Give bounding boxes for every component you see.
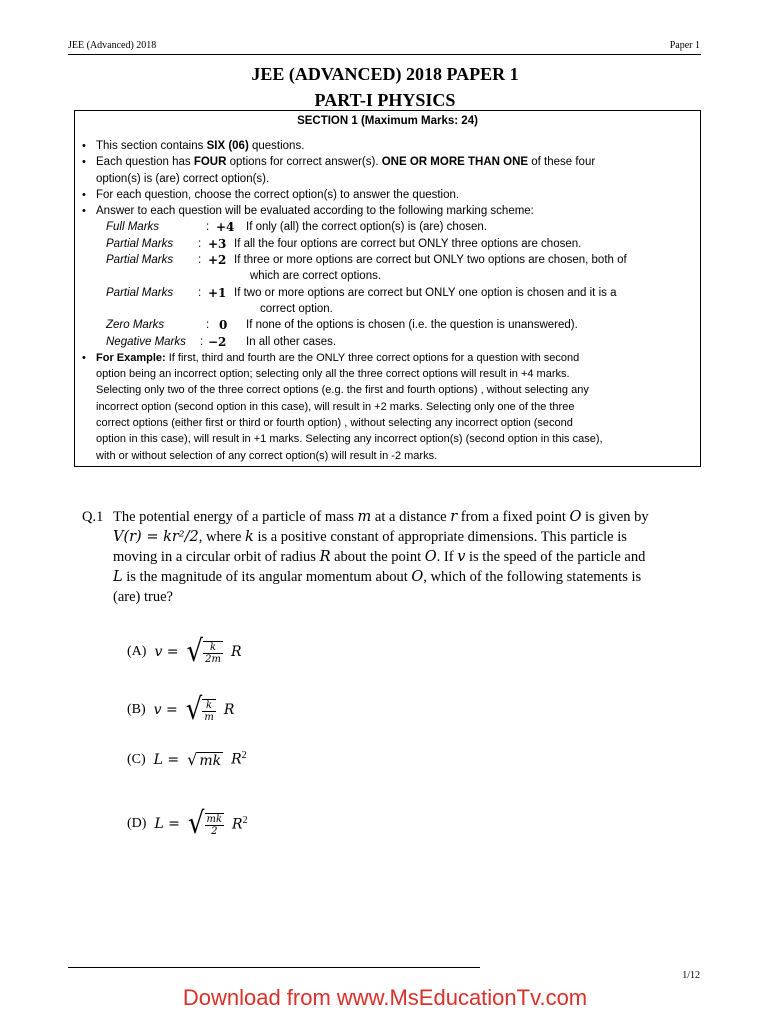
example-line: Selecting only two of the three correct options (e.g. the first and fourth options) , without selecting any — [96, 384, 589, 397]
var-v: v — [457, 549, 466, 565]
scheme-text-cont: correct option. — [260, 302, 333, 315]
question-line: (are) true? — [113, 589, 173, 605]
q-text: is a positive constant of appropriate dimensions. This particle is — [253, 529, 627, 545]
bullet-dot: • — [82, 140, 86, 152]
var-k: k — [245, 529, 254, 545]
denominator: 2m — [205, 654, 221, 665]
radical-sign: √ — [185, 692, 203, 728]
option-d[interactable] — [127, 806, 248, 842]
radical-sign: √ — [187, 750, 198, 769]
scheme-text-cont: which are correct options. — [250, 270, 382, 283]
scheme-label: Negative Marks — [106, 335, 186, 348]
option-tail-group — [232, 815, 248, 834]
denominator: 2 — [211, 826, 218, 837]
scheme-mark: 0 — [219, 318, 228, 333]
section-title: SECTION 1 (Maximum Marks: 24) — [297, 115, 478, 127]
denominator: m — [204, 712, 214, 723]
scheme-separator: : — [200, 335, 204, 348]
option-b[interactable] — [127, 692, 235, 728]
example-line: If first, third and fourth are the ONLY three correct options for a question with second — [165, 351, 580, 364]
bullet-2-text-mid: options for correct answer(s). — [226, 156, 382, 169]
scheme-mark: +2 — [208, 253, 227, 268]
bullet-2-text-end: of these four — [528, 156, 596, 169]
scheme-row — [82, 219, 692, 235]
scheme-label: Partial Marks — [106, 286, 174, 299]
page-subtitle: PART-I PHYSICS — [314, 90, 456, 110]
scheme-text: If three or more options are correct but ONLY two options are chosen, both of — [234, 254, 627, 267]
question-number: Q.1 — [82, 509, 104, 525]
option-tail: R — [231, 751, 242, 768]
q-text: is the speed of the particle and — [465, 549, 646, 565]
option-label: (C) — [127, 751, 146, 767]
radical-sign: √ — [187, 806, 205, 842]
option-label: (A) — [127, 644, 147, 659]
bullet-4 — [82, 203, 692, 219]
q-text: about the point — [330, 549, 425, 565]
header-paper-number: Paper 1 — [669, 40, 700, 51]
fraction — [205, 814, 225, 837]
instructions-list — [82, 138, 692, 464]
scheme-separator: : — [206, 221, 210, 234]
q-text: from a fixed point — [457, 509, 570, 525]
scheme-label: Full Marks — [106, 221, 160, 234]
radicand: mk — [199, 753, 222, 769]
question-line — [113, 567, 693, 587]
sqrt-symbol — [187, 806, 224, 842]
bullet-3-text: For each question, choose the correct option(s) to answer the question. — [96, 188, 460, 201]
bullet-1-text: This section contains — [96, 140, 207, 152]
option-lhs: L = — [154, 816, 180, 832]
scheme-separator: : — [206, 319, 210, 332]
option-lhs: v = — [153, 702, 178, 718]
example-line: option being an incorrect option; selecting only all the three correct options will result in +4 marks. — [96, 368, 570, 381]
scheme-row — [82, 285, 692, 318]
scheme-text: If none of the options is chosen (i.e. the question is unanswered). — [246, 319, 578, 332]
q-text: The potential energy of a particle of mass — [113, 509, 358, 525]
question-text — [113, 507, 693, 607]
scheme-mark: +3 — [208, 236, 227, 251]
scheme-label: Partial Marks — [106, 254, 174, 267]
numerator: k — [202, 700, 215, 712]
scheme-label: Partial Marks — [106, 237, 174, 250]
var-O: O — [569, 509, 582, 525]
page-title: JEE (ADVANCED) 2018 PAPER 1 — [251, 64, 519, 84]
fraction — [202, 700, 215, 723]
option-tail-group — [231, 750, 247, 769]
scheme-label: Zero Marks — [106, 319, 165, 332]
scheme-row — [82, 317, 692, 333]
var-m: m — [357, 509, 372, 525]
q-text: , which of the following statements is — [423, 569, 642, 585]
bullet-dot: • — [82, 351, 86, 364]
radical-sign: √ — [186, 634, 204, 670]
numerator: mk — [206, 814, 223, 825]
scheme-mark: −2 — [208, 334, 227, 349]
scheme-mark: +4 — [216, 220, 235, 235]
fraction — [203, 642, 223, 665]
scheme-separator: : — [198, 254, 202, 267]
option-label: (B) — [127, 702, 146, 717]
bullet-2-line-2: option(s) is (are) correct option(s). — [96, 172, 270, 185]
scheme-text: If two or more options are correct but ONLY one option is chosen and it is a — [234, 286, 617, 299]
bullet-2 — [82, 154, 692, 187]
numerator: k — [203, 642, 223, 654]
example-line: with or without selection of any correct option(s) will result in -2 marks. — [96, 449, 438, 462]
scheme-text: In all other cases. — [246, 335, 337, 348]
option-tail: R — [230, 644, 242, 660]
scheme-row — [82, 334, 692, 350]
page-number: 1/12 — [682, 970, 700, 981]
download-link[interactable]: Download from www.MsEducationTv.com — [182, 985, 588, 1010]
scheme-mark: +1 — [208, 285, 227, 300]
potential-formula: V(r) = kr²/2 — [113, 529, 199, 545]
scheme-separator: : — [198, 286, 202, 299]
bullet-2-bold-four: FOUR — [193, 156, 227, 169]
scheme-row — [82, 236, 692, 252]
q-text: moving in a circular orbit of radius — [113, 549, 320, 565]
sqrt-symbol — [186, 634, 223, 670]
sqrt-symbol — [187, 750, 223, 769]
example-line: option in this case), will result in +1 marks. Selecting any incorrect option(s) (second option in this case), — [96, 433, 603, 446]
q-text: . If — [436, 549, 458, 565]
bullet-4-text: Answer to each question will be evaluated according to the following marking scheme: — [96, 205, 534, 218]
var-r: r — [450, 509, 458, 525]
var-O: O — [424, 549, 437, 565]
q-text: is the magnitude of its angular momentum about — [122, 569, 412, 585]
question-line — [113, 547, 693, 567]
bullet-1-bold: SIX (06) — [206, 140, 249, 152]
option-tail: R — [223, 702, 235, 718]
scheme-row — [82, 252, 692, 285]
bullet-example — [82, 350, 692, 464]
var-O: O — [411, 569, 424, 585]
bullet-dot: • — [82, 188, 86, 201]
example-line: incorrect option (second option in this case), will result in +2 marks. Selecting only one of the three — [96, 400, 575, 413]
option-lhs: L = — [153, 751, 180, 768]
scheme-text: If all the four options are correct but ONLY three options are chosen. — [234, 237, 582, 250]
footer-divider — [68, 967, 480, 968]
example-line: correct options (either first or third or fourth option) , without selecting any incorrect option (second — [96, 417, 573, 430]
bullet-1 — [82, 138, 692, 154]
bullet-1-text-end: questions. — [248, 140, 305, 152]
option-a[interactable] — [127, 634, 242, 670]
scheme-text: If only (all) the correct option(s) is (are) chosen. — [246, 221, 487, 234]
example-label: For Example: — [96, 351, 166, 364]
question-line — [113, 527, 693, 547]
header-divider — [68, 54, 701, 55]
exponent: 2 — [241, 750, 247, 762]
marking-scheme — [82, 219, 692, 349]
header-exam-name: JEE (Advanced) 2018 — [68, 40, 157, 51]
option-tail: R — [232, 816, 243, 833]
sqrt-symbol — [185, 692, 216, 728]
bullet-3 — [82, 187, 692, 203]
q-text: , where — [198, 529, 246, 545]
bullet-2-text: Each question has — [96, 156, 194, 169]
question-line — [113, 507, 693, 527]
option-label: (D) — [127, 816, 147, 831]
bullet-2-bold-one-or-more: ONE OR MORE THAN ONE — [381, 156, 529, 169]
q-text: is given by — [581, 509, 649, 525]
bullet-dot: • — [82, 156, 86, 169]
scheme-separator: : — [198, 237, 202, 250]
q-text: at a distance — [371, 509, 451, 525]
option-lhs: v = — [154, 644, 179, 660]
var-L: L — [113, 569, 123, 585]
var-R: R — [319, 549, 331, 565]
bullet-dot: • — [82, 205, 86, 218]
option-c[interactable] — [127, 750, 247, 769]
exponent: 2 — [242, 814, 248, 826]
